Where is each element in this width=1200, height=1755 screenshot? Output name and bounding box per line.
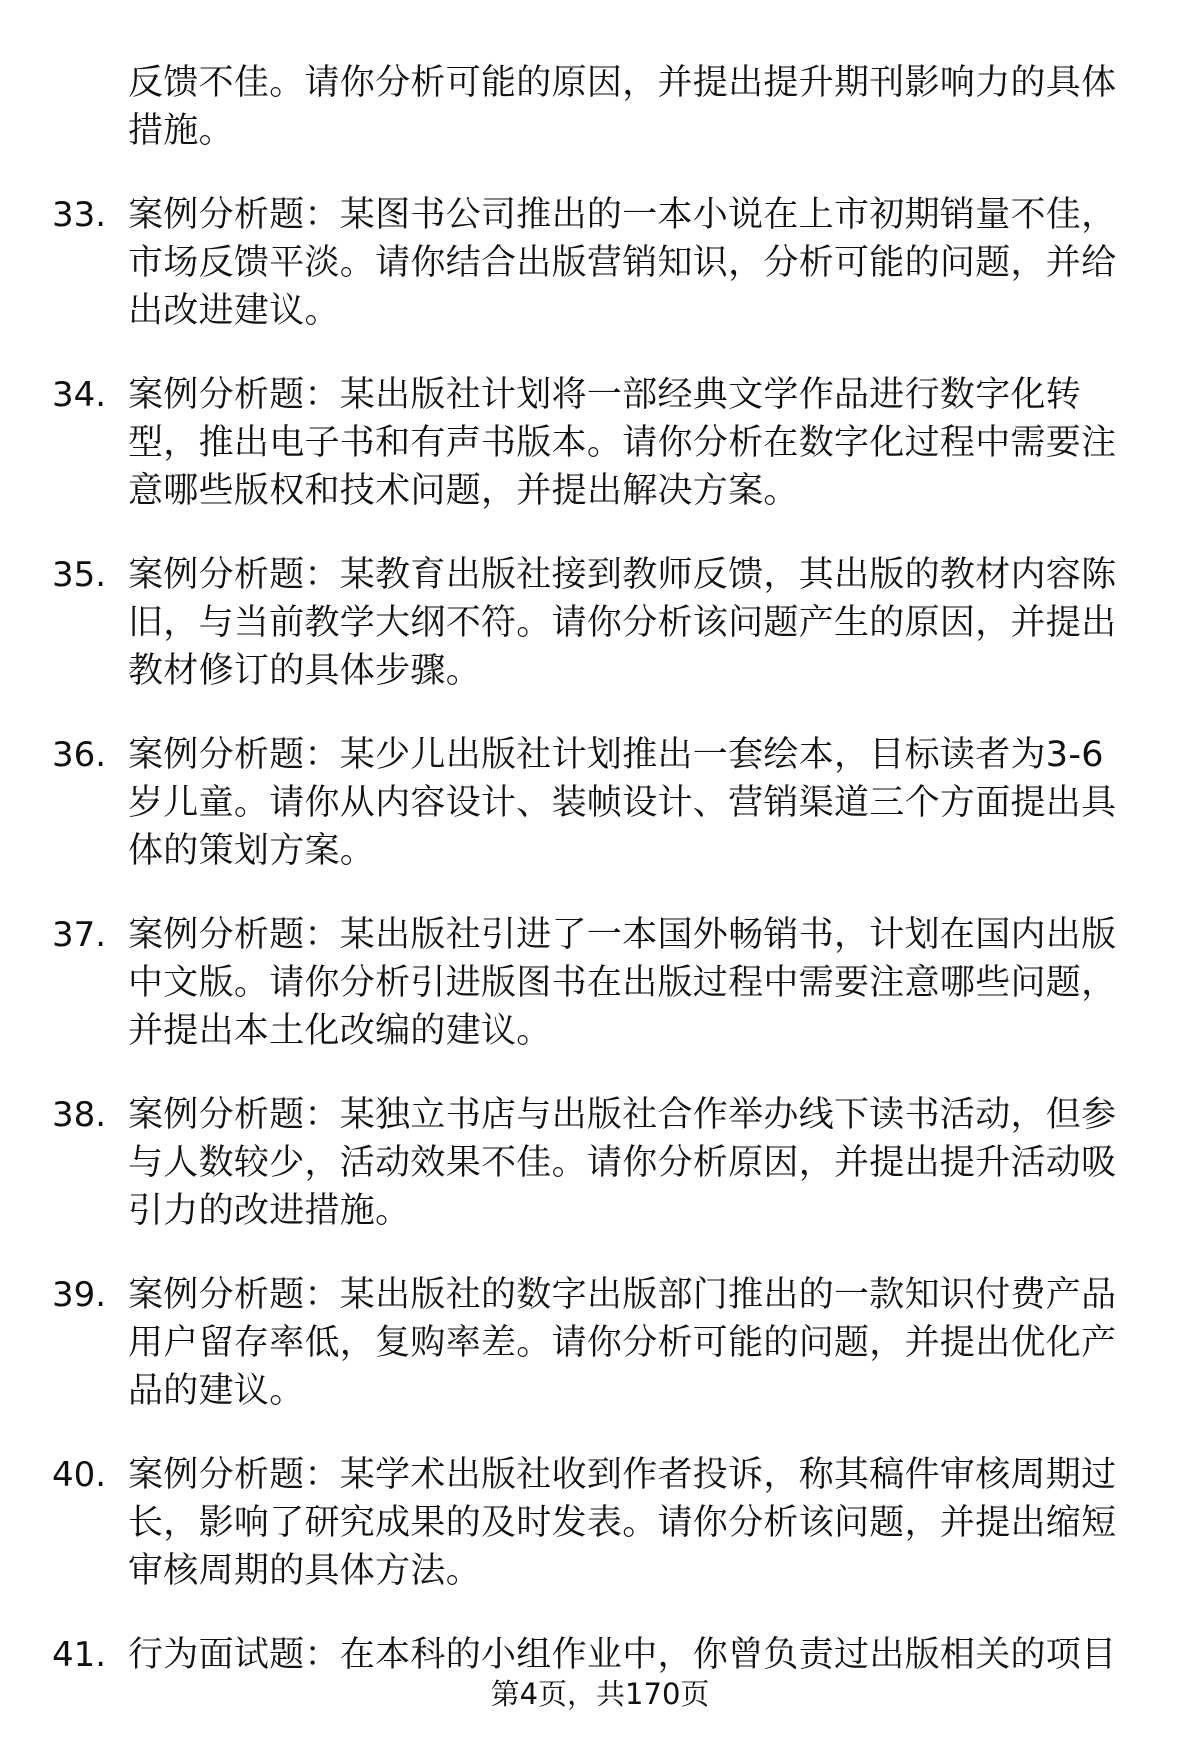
text-line: 案例分析题：某出版社计划将一部经典文学作品进行数字化转	[128, 375, 1082, 415]
question-item	[0, 731, 1200, 875]
question-number: 33.	[52, 195, 107, 235]
text-line: 行为面试题：在本科的小组作业中，你曾负责过出版相关的项目	[128, 1635, 1117, 1675]
text-line: 措施。	[128, 111, 234, 151]
question-number: 39.	[52, 1275, 107, 1315]
question-item	[0, 1091, 1200, 1235]
text-line: 与人数较少，活动效果不佳。请你分析原因，并提出提升活动吸	[128, 1143, 1117, 1183]
text-line: 并提出本土化改编的建议。	[128, 1011, 552, 1051]
question-item	[0, 551, 1200, 695]
question-item	[0, 371, 1200, 515]
question-item	[0, 911, 1200, 1055]
text-line: 岁儿童。请你从内容设计、装帧设计、营销渠道三个方面提出具	[128, 783, 1117, 823]
text-line: 案例分析题：某图书公司推出的一本小说在上市初期销量不佳，	[128, 195, 1117, 235]
question-number: 34.	[52, 375, 107, 415]
text-line: 体的策划方案。	[128, 831, 376, 871]
text-line: 案例分析题：某独立书店与出版社合作举办线下读书活动，但参	[128, 1095, 1117, 1135]
text-line: 案例分析题：某出版社引进了一本国外畅销书，计划在国内出版	[128, 915, 1117, 955]
text-line: 案例分析题：某少儿出版社计划推出一套绘本，目标读者为3-6	[128, 735, 1104, 775]
text-line: 审核周期的具体方法。	[128, 1551, 482, 1591]
text-line: 旧，与当前教学大纲不符。请你分析该问题产生的原因，并提出	[128, 603, 1117, 643]
question-number: 38.	[52, 1095, 107, 1135]
text-line: 型，推出电子书和有声书版本。请你分析在数字化过程中需要注	[128, 423, 1117, 463]
text-line: 出改进建议。	[128, 291, 340, 331]
text-line: 案例分析题：某教育出版社接到教师反馈，其出版的教材内容陈	[128, 555, 1117, 595]
text-line: 市场反馈平淡。请你结合出版营销知识，分析可能的问题，并给	[128, 243, 1117, 283]
text-line: 教材修订的具体步骤。	[128, 651, 482, 691]
question-number: 35.	[52, 555, 107, 595]
text-line: 反馈不佳。请你分析可能的原因，并提出提升期刊影响力的具体	[128, 63, 1117, 103]
text-line: 用户留存率低，复购率差。请你分析可能的问题，并提出优化产	[128, 1323, 1117, 1363]
text-line: 案例分析题：某出版社的数字出版部门推出的一款知识付费产品	[128, 1275, 1117, 1315]
question-item	[0, 191, 1200, 335]
text-line: 品的建议。	[128, 1371, 305, 1411]
question-number: 41.	[52, 1635, 107, 1675]
text-line: 意哪些版权和技术问题，并提出解决方案。	[128, 471, 799, 511]
question-item	[0, 1631, 1200, 1679]
question-item	[0, 1451, 1200, 1595]
question-continuation	[0, 59, 1200, 155]
page-number: 第4页，共170页	[490, 1677, 710, 1711]
question-number: 40.	[52, 1455, 107, 1495]
text-line: 中文版。请你分析引进版图书在出版过程中需要注意哪些问题，	[128, 963, 1117, 1003]
question-item	[0, 1271, 1200, 1415]
question-number: 36.	[52, 735, 107, 775]
document-body	[0, 59, 1200, 1715]
text-line: 案例分析题：某学术出版社收到作者投诉，称其稿件审核周期过	[128, 1455, 1117, 1495]
text-line: 引力的改进措施。	[128, 1191, 411, 1231]
question-number: 37.	[52, 915, 107, 955]
text-line: 长，影响了研究成果的及时发表。请你分析该问题，并提出缩短	[128, 1503, 1117, 1543]
